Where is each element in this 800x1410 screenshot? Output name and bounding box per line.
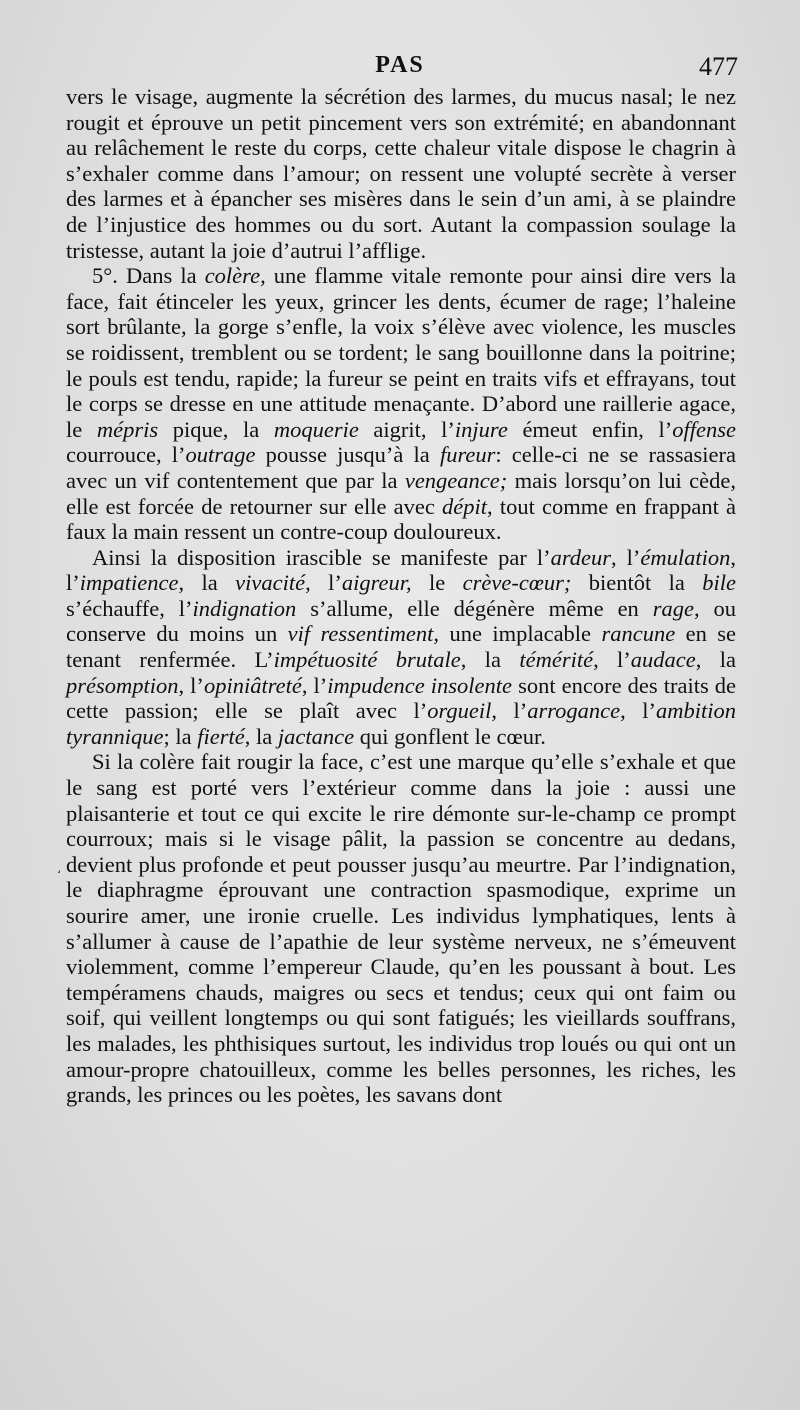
text-run: pousse jusqu’à la bbox=[255, 442, 440, 468]
italic-term: présomption bbox=[66, 672, 179, 698]
italic-term: vengeance; bbox=[404, 467, 508, 493]
page-number: 477 bbox=[699, 52, 738, 81]
text-run: s’allume, elle dégénère même en bbox=[296, 595, 653, 621]
italic-term: offense bbox=[672, 416, 736, 442]
text-run: , l’ bbox=[491, 698, 528, 724]
text-run: courrouce, l’ bbox=[66, 442, 186, 468]
text-run: Si la colère fait rougir la face, c’est une marque qu’elle s’exhale et que le sang est porté vers l’extérieur comme dans la joie : aussi une plaisanterie et tout ce qui excite le rire démonte sur-le-champ ce prompt courroux; mais si le visage pâlit, la passion se concentre au dedans, devient plus profonde et peut pousser jusqu’au meurtre. Par l’indignation, le diaphragme éprouvant une contraction spasmodique, exprime un sourire amer, une ironie cruelle. Les individus lymphatiques, lents à s’allumer à cause de l’apathie de leur système nerveux, ne s’émeuvent violemment, comme l’empereur Claude, qu’en les poussant à bout. Les tempéramens chauds, maigres ou secs et tendus; ceux qui ont faim ou soif, qui veillent longtemps ou qui sont fatigués; les vieillards souffrans, les malades, les phthisiques surtout, les individus trop loués ou qui ont un amour-propre chatouilleux, comme les belles personnes, les riches, les grands, les princes ou les poètes, les savans dont bbox=[66, 749, 736, 1108]
text-run: , tout comme en frappant à faux la main ressent un contre-coup douloureux. bbox=[66, 493, 736, 545]
text-run: , l’ bbox=[66, 544, 736, 596]
italic-term: impatience bbox=[79, 570, 179, 596]
italic-term: impudence insolente bbox=[327, 672, 513, 698]
italic-term: crève-cœur; bbox=[462, 570, 572, 596]
italic-term: fureur bbox=[439, 442, 496, 468]
text-run: bientôt la bbox=[571, 570, 703, 596]
italic-term: impétuosité brutale bbox=[273, 647, 461, 673]
italic-term: ambition tyrannique bbox=[66, 698, 736, 749]
italic-term: audace bbox=[630, 647, 696, 673]
text-run: mais lorsqu’on lui cède, elle est forcée de retourner sur elle avec bbox=[66, 467, 736, 519]
text-run: Ainsi la disposition irascible se manifeste par l’ bbox=[92, 544, 551, 570]
running-head: PAS bbox=[375, 52, 425, 78]
text-run: le bbox=[411, 570, 463, 596]
text-run: , l’ bbox=[305, 570, 342, 596]
text-run: vers le visage, augmente la sécrétion des larmes, du mucus nasal; le nez rougit et éprouve un petit pincement vers son extrémité; en abandonnant au relâchement le reste du corps, cette chaleur vitale dispose le chagrin à s’exhaler comme dans l’amour; on ressent une volupté secrète à verser des larmes et à épancher ses misères dans le sein d’un ami, à se plaindre de l’injustice des hommes ou du sort. Autant la compassion soulage la tristesse, autant la joie d’autrui l’afflige. bbox=[66, 84, 736, 263]
body-text bbox=[66, 84, 736, 1108]
italic-term: rage bbox=[652, 595, 694, 621]
text-run: , l’ bbox=[178, 672, 204, 698]
italic-term: vivacité bbox=[235, 570, 306, 596]
italic-term: émulation bbox=[640, 544, 731, 570]
italic-term: colère, bbox=[204, 263, 266, 289]
text-run: , l’ bbox=[301, 672, 328, 698]
paragraph bbox=[66, 545, 736, 750]
text-run: , l’ bbox=[620, 698, 656, 724]
italic-term: aigreur, bbox=[341, 570, 412, 596]
text-run: s’échauffe, l’ bbox=[66, 595, 193, 621]
italic-term: mépris bbox=[96, 416, 159, 442]
paragraph bbox=[66, 263, 736, 545]
text-run: en se tenant renfermée. L’ bbox=[66, 621, 736, 673]
text-run: : celle-ci ne se rassasiera avec un vif contentement que par la bbox=[66, 442, 736, 493]
text-run: ; la bbox=[163, 723, 198, 749]
margin-mark: ͵ bbox=[56, 853, 62, 873]
italic-term: bile bbox=[702, 570, 736, 596]
italic-term: vif ressentiment, bbox=[287, 621, 440, 647]
text-run: , la bbox=[460, 647, 520, 673]
text-run: , l’ bbox=[593, 647, 631, 673]
paragraph bbox=[66, 749, 736, 1107]
italic-term: rancune bbox=[601, 621, 676, 647]
text-run: , la bbox=[178, 570, 236, 596]
italic-term: dépit bbox=[442, 493, 488, 519]
italic-term: fierté bbox=[197, 723, 245, 749]
text-run: 5°. Dans la bbox=[92, 263, 205, 289]
text-run: , la bbox=[244, 723, 278, 749]
text-run: qui gonflent le cœur. bbox=[354, 723, 546, 749]
italic-term: outrage bbox=[185, 442, 256, 468]
text-run: , la bbox=[695, 647, 736, 673]
text-run: sont encore des traits de cette passion; elle se plaît avec l’ bbox=[66, 672, 736, 724]
page-header bbox=[60, 52, 740, 86]
paragraph bbox=[66, 84, 736, 263]
italic-term: opiniâtreté bbox=[203, 672, 302, 698]
italic-term: indignation bbox=[192, 595, 297, 621]
text-run: , ou conserve du moins un bbox=[66, 595, 736, 647]
text-run: une flamme vitale remonte pour ainsi dire vers la face, fait étinceler les yeux, grincer les dents, écumer de rage; l’haleine sort brûlante, la gorge s’enfle, la voix s’élève avec violence, les muscles se roidissent, tremblent ou se tordent; le sang bouillonne dans la poitrine; le pouls est tendu, rapide; la fureur se peint en traits vifs et effrayans, tout le corps se dresse en une attitude menaçante. D’abord une raillerie agace, le bbox=[66, 263, 737, 442]
text-run: pique, la bbox=[158, 416, 274, 442]
text-run: une implacable bbox=[439, 621, 602, 647]
text-run: émeut enfin, l’ bbox=[507, 416, 673, 442]
italic-term: jactance bbox=[277, 723, 355, 749]
italic-term: moquerie bbox=[273, 416, 359, 442]
italic-term: injure bbox=[454, 416, 508, 442]
text-run: , l’ bbox=[611, 544, 641, 570]
italic-term: ardeur bbox=[550, 544, 612, 570]
italic-term: témérité bbox=[519, 647, 594, 673]
italic-term: orgueil bbox=[427, 698, 492, 724]
italic-term: arrogance bbox=[527, 698, 621, 724]
text-run: aigrit, l’ bbox=[358, 416, 455, 442]
